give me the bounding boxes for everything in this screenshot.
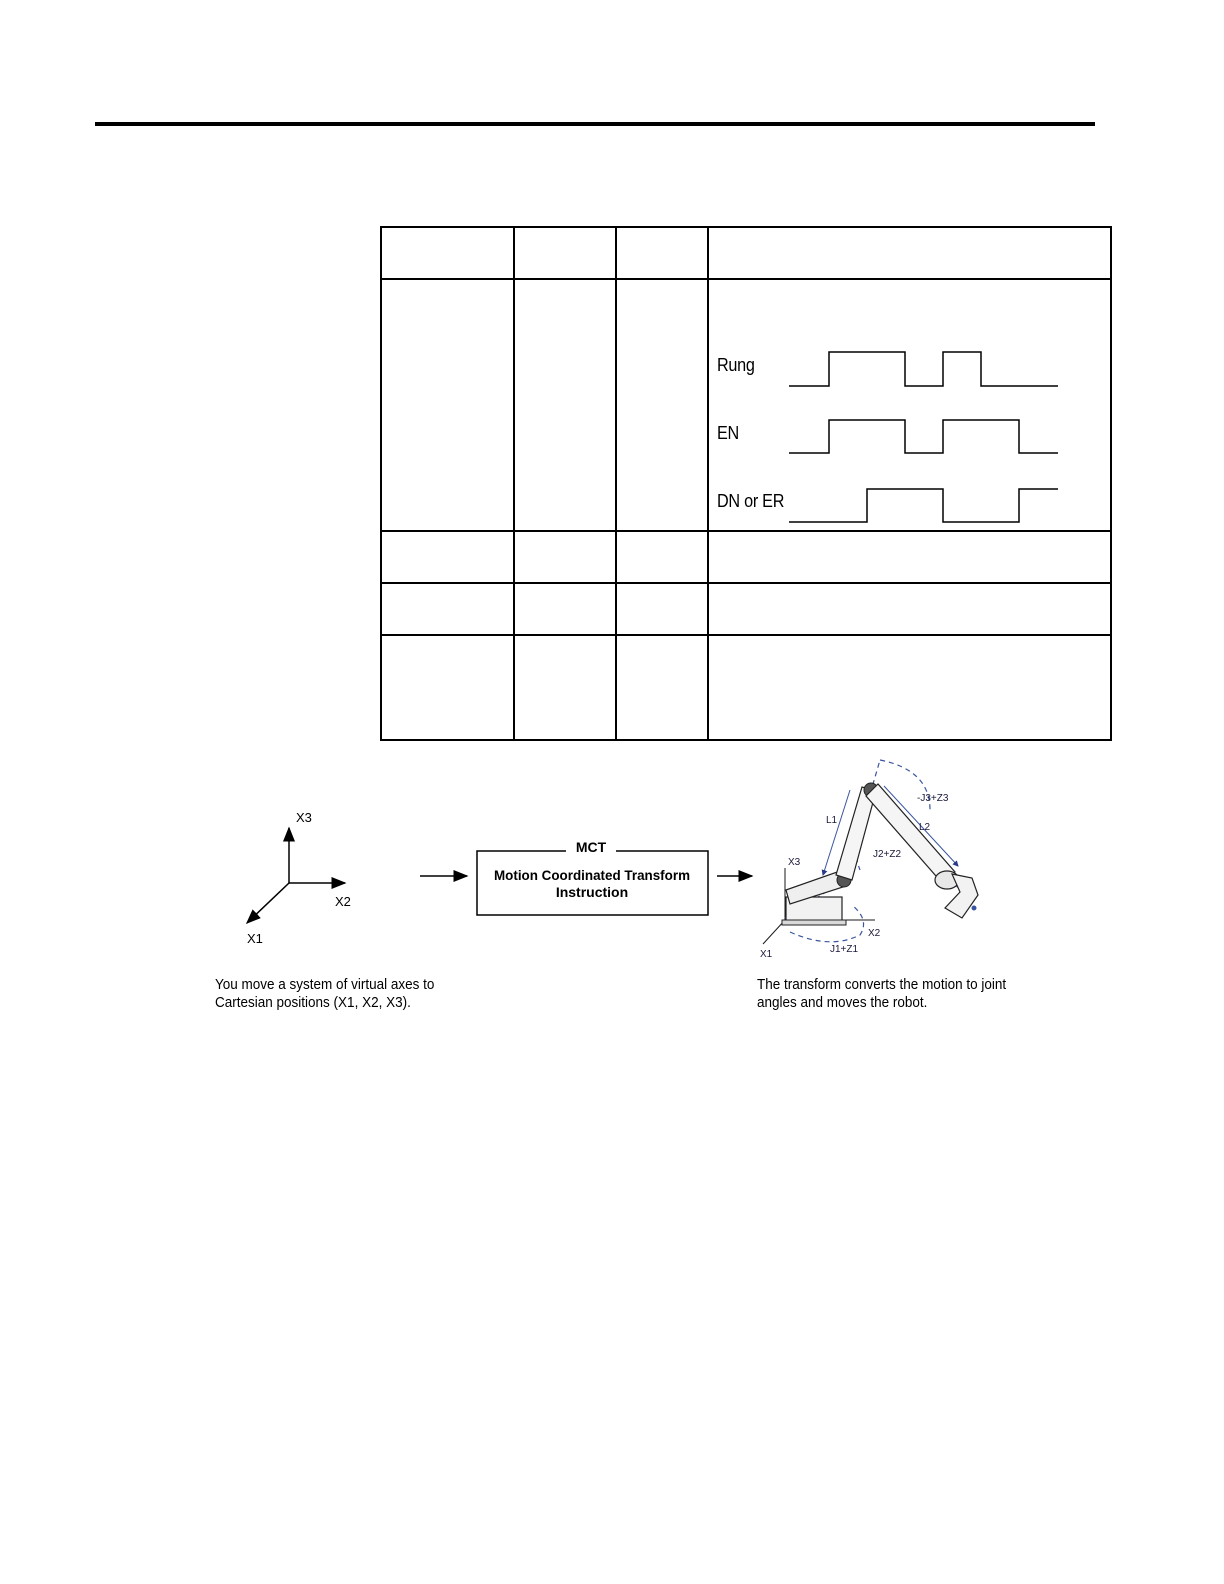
robot-label-x2: X2 bbox=[868, 928, 881, 939]
cartesian-axes bbox=[247, 828, 345, 923]
robot-label-x1: X1 bbox=[760, 949, 773, 960]
robot-label-j1: J1+Z1 bbox=[830, 944, 859, 955]
right-caption bbox=[757, 976, 1006, 1012]
dn-er-waveform bbox=[789, 489, 1058, 522]
mct-box-title-line1: Motion Coordinated Transform bbox=[494, 867, 690, 883]
right-caption-line1: The transform converts the motion to joint bbox=[757, 976, 1007, 993]
robot-label-x3: X3 bbox=[788, 857, 801, 868]
robot-tool-point bbox=[972, 906, 977, 911]
robot-label-l1: L1 bbox=[826, 815, 838, 826]
robot-base-plate bbox=[782, 920, 846, 925]
axis-label-x2: X2 bbox=[335, 894, 351, 909]
left-caption-line1: You move a system of virtual axes to bbox=[215, 976, 435, 993]
left-caption-line2: Cartesian positions (X1, X2, X3). bbox=[215, 994, 411, 1011]
robot-label-j3: -J3+Z3 bbox=[917, 793, 949, 804]
mct-box-title-line2: Instruction bbox=[555, 884, 629, 900]
left-caption bbox=[215, 976, 434, 1012]
parameter-table bbox=[0, 0, 1224, 760]
robot-label-j2: J2+Z2 bbox=[873, 849, 902, 860]
axis-label-x1: X1 bbox=[247, 931, 263, 946]
robot-illustration bbox=[760, 760, 978, 960]
timing-label-en: EN bbox=[717, 423, 739, 443]
rung-waveform bbox=[789, 352, 1058, 386]
axis-label-x3: X3 bbox=[296, 810, 312, 825]
robot-label-l2: L2 bbox=[919, 822, 931, 833]
x1-axis-arrow bbox=[247, 883, 289, 923]
right-caption-line2: angles and moves the robot. bbox=[757, 994, 928, 1011]
mct-figure bbox=[0, 740, 1224, 1040]
table-border bbox=[381, 227, 1111, 740]
timing-label-dn-or-er: DN or ER bbox=[717, 491, 785, 511]
mct-box bbox=[477, 851, 708, 915]
en-waveform bbox=[789, 420, 1058, 453]
header-rule bbox=[95, 122, 1095, 126]
mct-box-tag: MCT bbox=[575, 839, 607, 855]
timing-label-rung: Rung bbox=[717, 355, 755, 375]
